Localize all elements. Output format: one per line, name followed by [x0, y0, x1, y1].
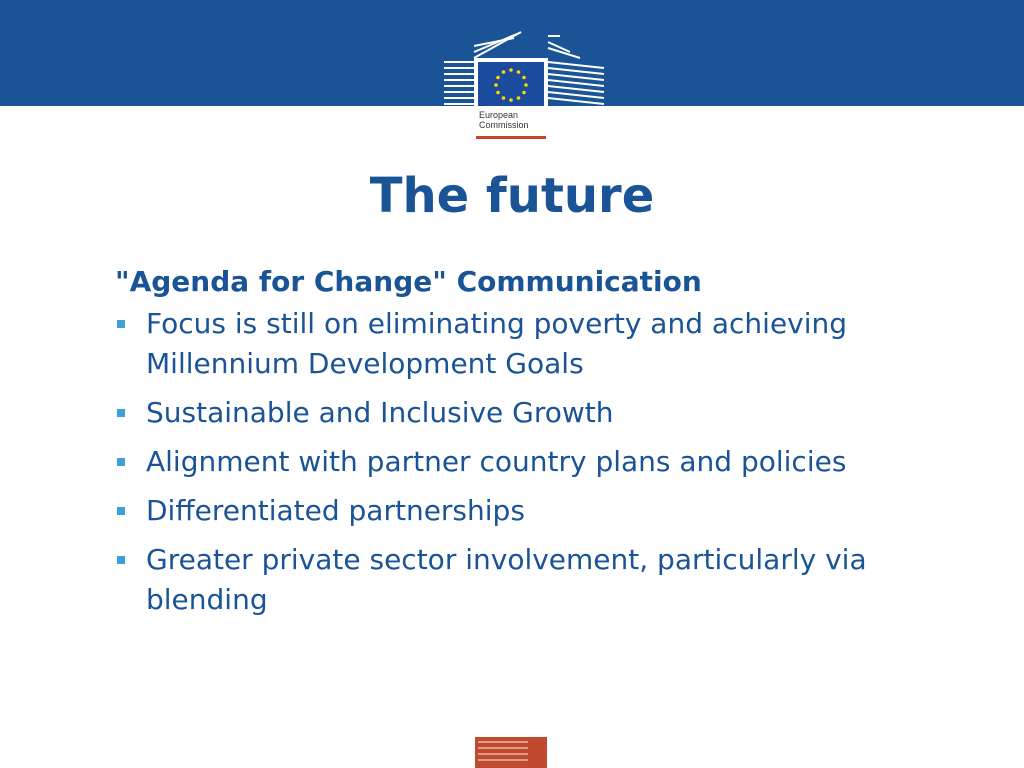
building-lines-right-icon	[548, 36, 604, 104]
logo-wordmark	[479, 110, 545, 130]
slide-subheading: "Agenda for Change" Communication	[115, 265, 702, 298]
square-bullet-icon	[117, 320, 125, 328]
square-bullet-icon	[117, 507, 125, 515]
bullet-text: Differentiated partnerships	[146, 494, 525, 527]
bullet-text: Focus is still on eliminating poverty and achieving Millennium Development Goals	[146, 307, 848, 380]
slide-title: The future	[369, 168, 655, 224]
logo-text-line1: European	[479, 110, 519, 120]
bullet-item	[115, 304, 915, 384]
bullet-item	[115, 442, 915, 482]
bullet-item	[115, 393, 915, 433]
bullet-item	[115, 540, 915, 620]
bullet-text: Alignment with partner country plans and policies	[146, 445, 847, 478]
logo-underline	[476, 136, 546, 139]
bullet-text: Greater private sector involvement, particularly via blending	[146, 543, 867, 616]
logo-text-line2: Commission	[479, 120, 529, 130]
footer-logo-icon	[475, 737, 547, 768]
footer-logo-lines	[478, 741, 528, 765]
square-bullet-icon	[117, 556, 125, 564]
bullet-list	[115, 304, 915, 620]
square-bullet-icon	[117, 458, 125, 466]
slide-body	[115, 262, 915, 629]
bullet-text: Sustainable and Inclusive Growth	[146, 396, 614, 429]
square-bullet-icon	[117, 409, 125, 417]
bullet-item	[115, 491, 915, 531]
